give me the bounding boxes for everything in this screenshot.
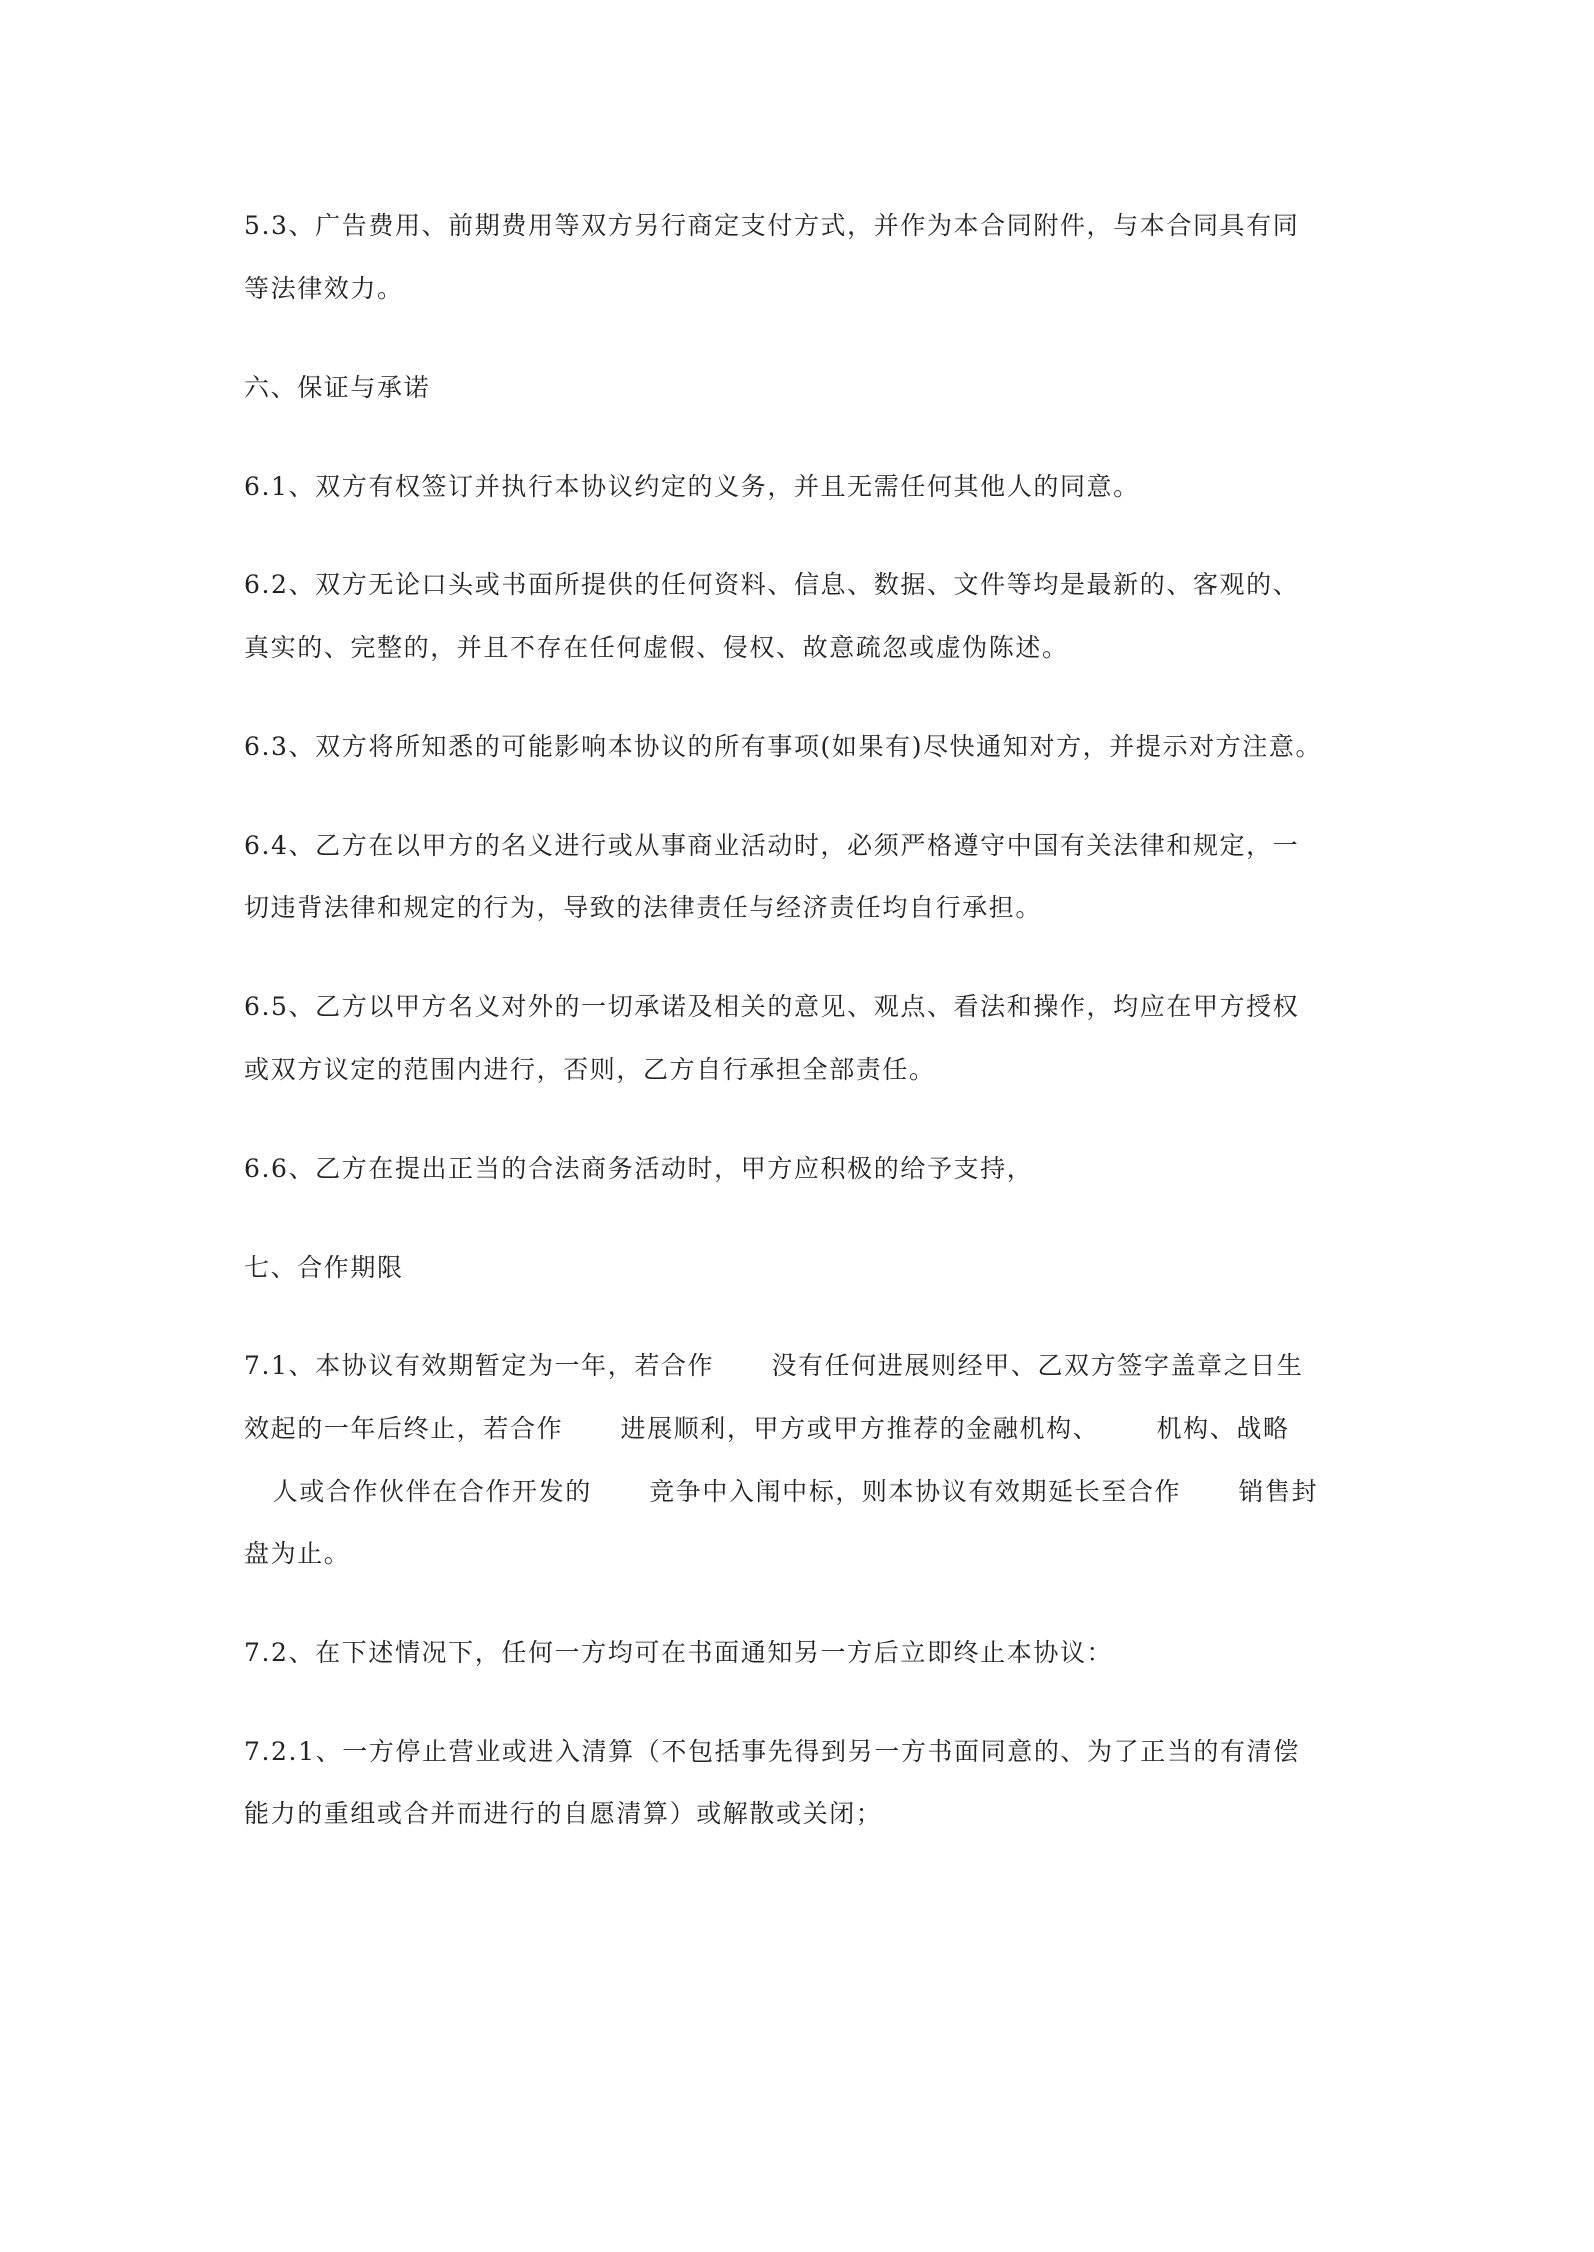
- section-6-heading: 六、保证与承诺: [244, 373, 431, 402]
- clause-6-5-line-2: 或双方议定的范围内进行，否则，乙方自行承担全部责任。: [244, 1055, 936, 1084]
- clause-7-1-line-3: 人或合作伙伴在合作开发的 竞争中入闱中标，则本协议有效期延长至合作 销售封: [244, 1477, 1319, 1506]
- section-7-heading: 七、合作期限: [244, 1253, 404, 1282]
- clause-6-5-line-1: 6.5、乙方以甲方名义对外的一切承诺及相关的意见、观点、看法和操作，均应在甲方授权: [244, 992, 1300, 1021]
- clause-7-2-1-line-2: 能力的重组或合并而进行的自愿清算）或解散或关闭；: [244, 1799, 883, 1828]
- clause-6-2-line-1: 6.2、双方无论口头或书面所提供的任何资料、信息、数据、文件等均是最新的、客观的、: [244, 570, 1300, 599]
- clause-6-4-line-1: 6.4、乙方在以甲方的名义进行或从事商业活动时，必须严格遵守中国有关法律和规定，一: [244, 831, 1300, 860]
- clause-6-3: 6.3、双方将所知悉的可能影响本协议的所有事项(如果有)尽快通知对方，并提示对方注意。: [244, 732, 1323, 761]
- clause-5-3-line-2: 等法律效力。: [244, 274, 404, 303]
- clause-6-4-line-2: 切违背法律和规定的行为，导致的法律责任与经济责任均自行承担。: [244, 893, 1043, 922]
- clause-7-2-1-line-1: 7.2.1、一方停止营业或进入清算（不包括事先得到另一方书面同意的、为了正当的有清偿: [244, 1737, 1300, 1766]
- clause-7-1-line-1: 7.1、本协议有效期暂定为一年，若合作 没有任何进展则经甲、乙双方签字盖章之日生: [244, 1351, 1304, 1380]
- clause-5-3-line-1: 5.3、广告费用、前期费用等双方另行商定支付方式，并作为本合同附件，与本合同具有同: [244, 211, 1300, 240]
- clause-6-6: 6.6、乙方在提出正当的合法商务活动时，甲方应积极的给予支持，: [244, 1154, 1034, 1183]
- clause-6-2-line-2: 真实的、完整的，并且不存在任何虚假、侵权、故意疏忽或虚伪陈述。: [244, 633, 1069, 662]
- clause-7-1-line-4: 盘为止。: [244, 1539, 351, 1568]
- clause-7-1-line-2: 效起的一年后终止，若合作 进展顺利，甲方或甲方推荐的金融机构、 机构、战略: [244, 1414, 1290, 1443]
- clause-7-2: 7.2、在下述情况下，任何一方均可在书面通知另一方后立即终止本协议：: [244, 1638, 1114, 1667]
- clause-6-1: 6.1、双方有权签订并执行本协议约定的义务，并且无需任何其他人的同意。: [244, 472, 1140, 501]
